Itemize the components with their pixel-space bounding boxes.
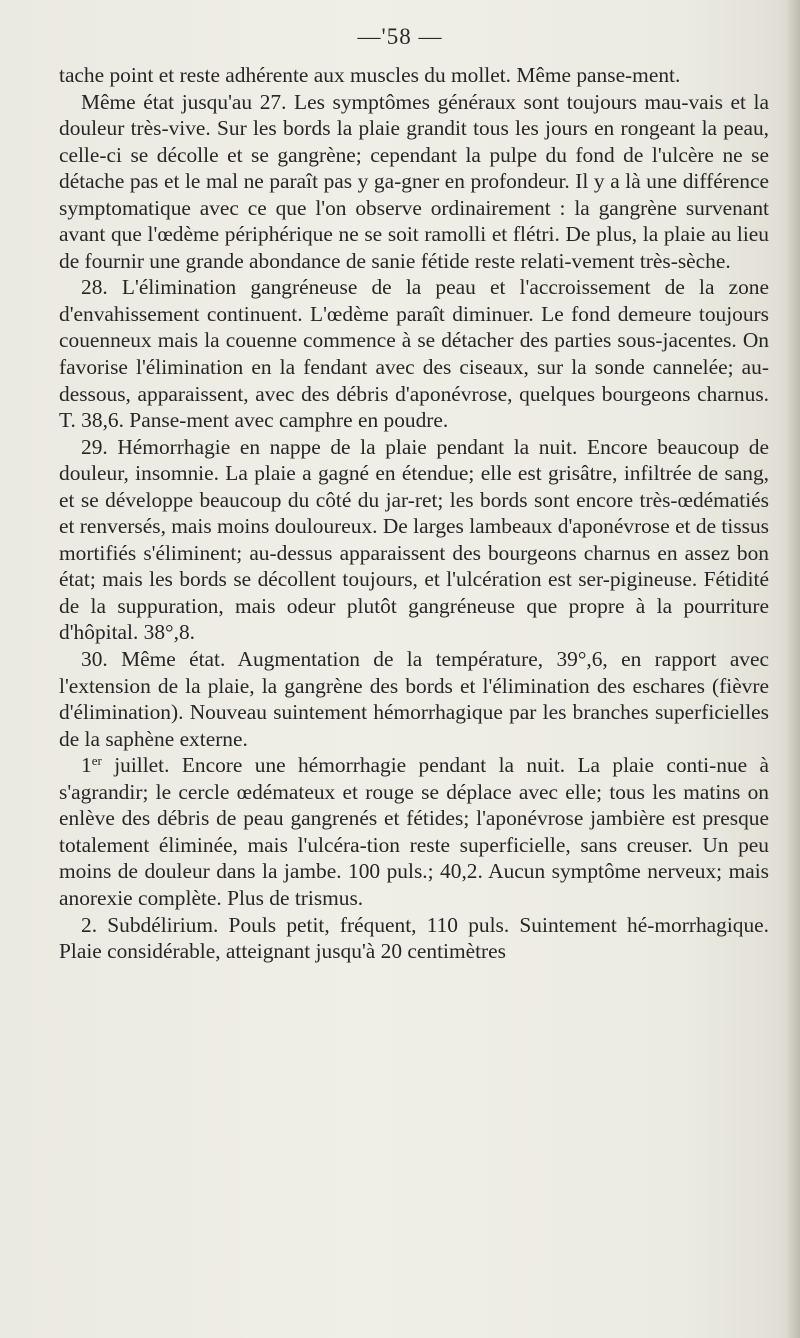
paragraph-28: 28. L'élimination gangréneuse de la peau et l'accroissement de la zone d'envahissement continuent. L'œdème paraît diminuer. Le fond demeure toujours couenneux mais la couenne commence à se détacher des parties sous-jacentes. On favorise l'élimination en la fendant avec des ciseaux, sur la sonde cannelée; au-dessous, apparaissent, avec des débris d'aponévrose, quelques bourgeons charnus. T. 38,6. Panse-ment avec camphre en poudre.	[59, 275, 769, 433]
paragraph-1er-juillet-body: juillet. Encore une hémorrhagie pendant la nuit. La plaie conti-nue à s'agrandir; le cercle œdémateux et rouge se déplace avec elle; tous les matins on enlève des débris de peau gangrenés et fétides; l'aponévrose jambière est presque totalement éliminée, mais l'ulcéra-tion reste superficielle, sans creuser. Un peu moins de douleur dans la jambe. 100 puls.; 40,2. Aucun symptôme nerveux; mais anorexie complète. Plus de trismus.	[59, 753, 769, 910]
paragraph-27: Même état jusqu'au 27. Les symptômes généraux sont toujours mau-vais et la douleur très-vive. Sur les bords la plaie grandit tous les jours en rongeant la peau, celle-ci se décolle et se gangrène; cependant la pulpe du fond de l'ulcère ne se détache pas et le mal ne paraît pas y ga-gner en profondeur. Il y a là une différence symptomatique avec ce que l'on observe ordinairement : la gangrène survenant avant que l'œdème périphérique ne se soit ramolli et flétri. De plus, la plaie au lieu de fournir une grande abondance de sanie fétide reste relati-vement très-sèche.	[59, 89, 769, 273]
paragraph-30: 30. Même état. Augmentation de la température, 39°,6, en rapport avec l'extension de la plaie, la gangrène des bords et l'élimination des eschares (fièvre d'élimination). Nouveau suintement hémorrhagique par les branches superficielles de la saphène externe.	[59, 647, 769, 751]
date-ordinal-suffix: er	[91, 753, 102, 769]
page-number: —'58 —	[357, 24, 443, 49]
paragraph-2: 2. Subdélirium. Pouls petit, fréquent, 110 puls. Suintement hé-morrhagique. Plaie considérable, atteignant jusqu'à 20 centimètres	[59, 912, 769, 964]
paragraph-continuation: tache point et reste adhérente aux muscles du mollet. Même panse-ment.	[59, 63, 681, 87]
page-edge-shadow	[786, 0, 800, 1338]
paragraph-29: 29. Hémorrhagie en nappe de la plaie pendant la nuit. Encore beaucoup de douleur, insomnie. La plaie a gagné en étendue; elle est grisâtre, infiltrée de sang, et se développe beaucoup du côté du jar-ret; les bords sont encore très-œdématiés et renversés, mais moins douloureux. De larges lambeaux d'aponévrose et de tissus mortifiés s'éliminent; au-dessus apparaissent des bourgeons charnus en assez bon état; mais les bords se décollent toujours, et l'ulcération est ser-pigineuse. Fétidité de la suppuration, mais odeur plutôt gangréneuse que propre à la pourriture d'hôpital. 38°,8.	[59, 434, 769, 645]
body-text	[59, 62, 769, 965]
date-ordinal-number: 1	[81, 753, 92, 778]
paragraph-1er-juillet	[59, 752, 769, 911]
